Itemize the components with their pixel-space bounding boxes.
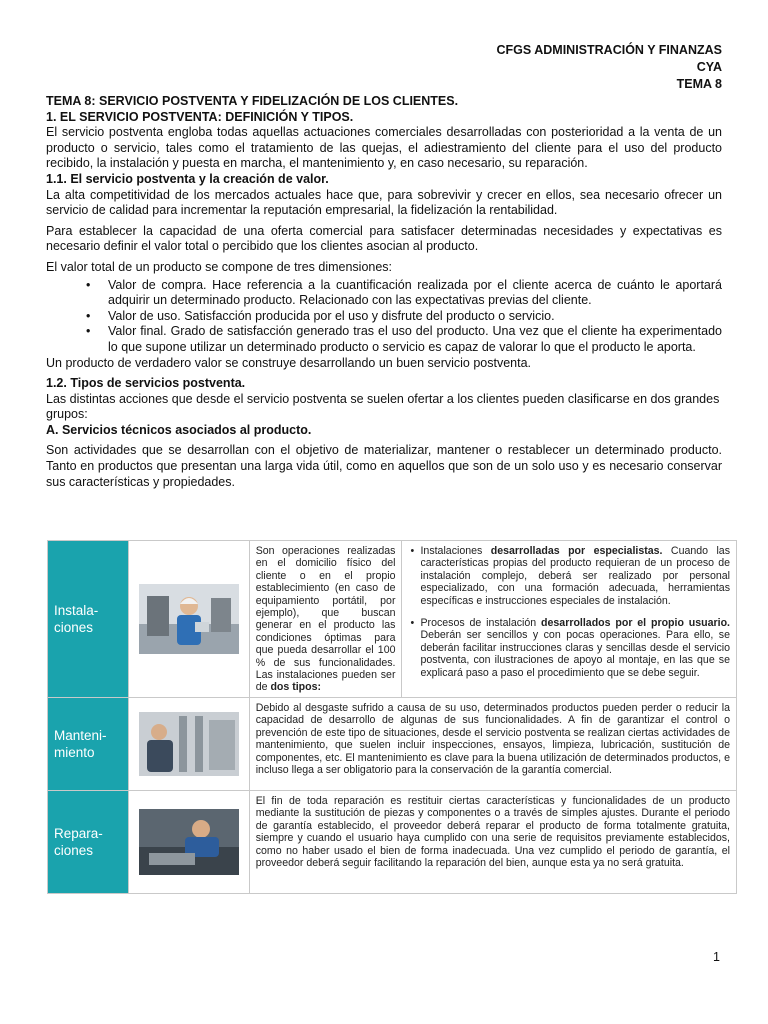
row-label-instalaciones <box>48 541 128 697</box>
list-item: • Valor de uso. Satisfacción producida por el uso y disfrute del producto o servicio. <box>108 309 722 325</box>
paragraph-capacidad: Para establecer la capacidad de una oferta comercial para satisfacer determinadas necesidades y expectativas es necesario definir el valor total o percibido que los clientes asocian al producto. <box>46 223 722 254</box>
technician-photo <box>128 541 249 697</box>
instalaciones-types <box>401 541 736 697</box>
paragraph-valor-total: El valor total de un producto se compone de tres dimensiones: <box>46 259 393 274</box>
section-1-2-heading: 1.2. Tipos de servicios postventa. <box>46 376 246 391</box>
bullet-emphasis: desarrolladas por especialistas. <box>490 545 663 557</box>
description-text: Son operaciones realizadas en el domicilio físico del cliente o en el propio establecimiento (en caso de equipamiento portátil, por ejemplo), que buscan generar en el producto las condiciones óptimas para que pueda desarrollar el 100 % de sus funcionalidades. Las instalaciones pueden ser de <box>255 545 396 694</box>
bullet-text: Deberán ser sencillos y con pocas operaciones. Para ello, se deberán facilitar instrucciones claras y sencillas desde el servicio postventa, con ilustraciones de apoyo al montaje, en las que se explicará paso a paso el procedimiento que se debe seguir. <box>420 629 730 679</box>
paragraph-definition: El servicio postventa engloba todas aquellas actuaciones comerciales desarrolladas con posterioridad a la venta de un producto o servicio, tales como el tratamiento de las quejas, el adiestramiento del cliente para el uso del producto recibido, la instalación y puesta en marcha, el mantenimiento y, en caso necesario, su reparación. <box>46 125 722 171</box>
list-item <box>420 617 730 679</box>
header-unit: TEMA 8 <box>676 77 722 91</box>
row-label-text: Manteni- miento <box>54 728 107 760</box>
list-item <box>420 545 730 607</box>
paragraph-actividades: Son actividades que se desarrollan con el objetivo de materializar, mantener o restablecer un determinado producto. Tanto en productos que presentan una larga vida útil, como en aquellos que son de un solo uso y es necesario conservar sus características y propiedades. <box>46 443 722 489</box>
doc-title: TEMA 8: SERVICIO POSTVENTA Y FIDELIZACIÓN DE LOS CLIENTES. <box>46 94 459 108</box>
table-row <box>48 698 736 791</box>
bullet-emphasis: desarrollados por el propio usuario. <box>541 617 730 630</box>
document-header <box>497 42 722 93</box>
repair-image <box>139 809 239 875</box>
paragraph-tipos: Las distintas acciones que desde el servicio postventa se suelen ofertar a los clientes pueden clasificarse en dos grandes grupos: <box>46 391 720 422</box>
row-label-reparaciones <box>48 791 128 893</box>
table-row <box>48 541 736 698</box>
installer-image <box>139 584 239 654</box>
mantenimiento-description: Debido al desgaste sufrido a causa de su uso, determinados productos pueden perder o reducir la capacidad de desarrollo de algunas de sus funcionalidades. A fin de garantizar el control o prevención de este tipo de situaciones, desde el servicio postventa se realizan ciertas actividades de mantenimiento, que suelen incluir inspecciones, ensayos, limpieza, lubricación, sustitución de componentes, etc. El mantenimiento es clave para la buena utilización de determinados productos, e incluso llega a ser obligatorio para la conservación de la garantía comercial. <box>249 698 736 790</box>
header-course: CFGS ADMINISTRACIÓN Y FINANZAS <box>496 43 722 57</box>
bullet-text: Instalaciones <box>420 545 491 557</box>
section-1-heading: 1. EL SERVICIO POSTVENTA: DEFINICIÓN Y TIPOS. <box>46 109 354 124</box>
page-number: 1 <box>713 950 720 964</box>
bullet-text: Procesos de instalación <box>420 617 542 630</box>
maintenance-photo <box>128 698 249 790</box>
maintenance-image <box>139 712 239 776</box>
bullet-text: Cuando las características propias del producto requieran de un proceso de instalación complejo, deberá ser realizado por personal especializado, con una formación adecuada, herramientas específicas e instrucciones especiales de instalación. <box>420 545 730 607</box>
row-label-mantenimiento <box>48 698 128 790</box>
services-table <box>47 540 737 894</box>
document-body <box>46 94 722 490</box>
instalaciones-description <box>249 541 402 697</box>
row-label-text: Repara- ciones <box>54 826 103 858</box>
section-1-1-heading: 1.1. El servicio postventa y la creación de valor. <box>46 171 329 186</box>
table-row <box>48 791 736 893</box>
value-dimensions-list <box>46 278 722 356</box>
row-label-text: Instala- ciones <box>54 603 99 635</box>
list-item: • Valor final. Grado de satisfacción generado tras el uso del producto. Una vez que el cliente ha experimentado lo que supone utilizar un determinado producto o servicio es capaz de valorar lo que el producto le aporta. <box>108 324 722 355</box>
paragraph-verdadero-valor: Un producto de verdadero valor se construye desarrollando un buen servicio postventa. <box>46 355 532 370</box>
list-item: • Valor de compra. Hace referencia a la cuantificación realizada por el cliente acerca de cuánto le aportará adquirir un determinado producto. Relacionado con las expectativas previas del cliente. <box>108 278 722 309</box>
section-a-heading: A. Servicios técnicos asociados al producto. <box>46 422 312 437</box>
description-emphasis: dos tipos: <box>270 681 322 694</box>
paragraph-competitividad: La alta competitividad de los mercados actuales hace que, para sobrevivir y crecer en ellos, sea necesario ofrecer un servicio de calidad para incrementar la reputación empresarial, la fidelización la rentabilidad. <box>46 187 722 218</box>
header-module: CYA <box>696 60 722 74</box>
repair-photo <box>128 791 249 893</box>
reparaciones-description: El fin de toda reparación es restituir ciertas características y funcionalidades de un producto mediante la sustitución de piezas y componentes o a través de simples ajustes. Durante el periodo de garantía establecido, el proveedor deberá reparar el producto de forma totalmente gratuita, siempre y cuando el usuario haya cumplido con una serie de requisitos previamente establecidos, como no haber usado el bien de forma inadecuada. Una vez cumplido el periodo de garantía, el proveedor deberá seguir facilitando la reparación del bien, aunque esta ya no será gratuita. <box>249 791 736 893</box>
